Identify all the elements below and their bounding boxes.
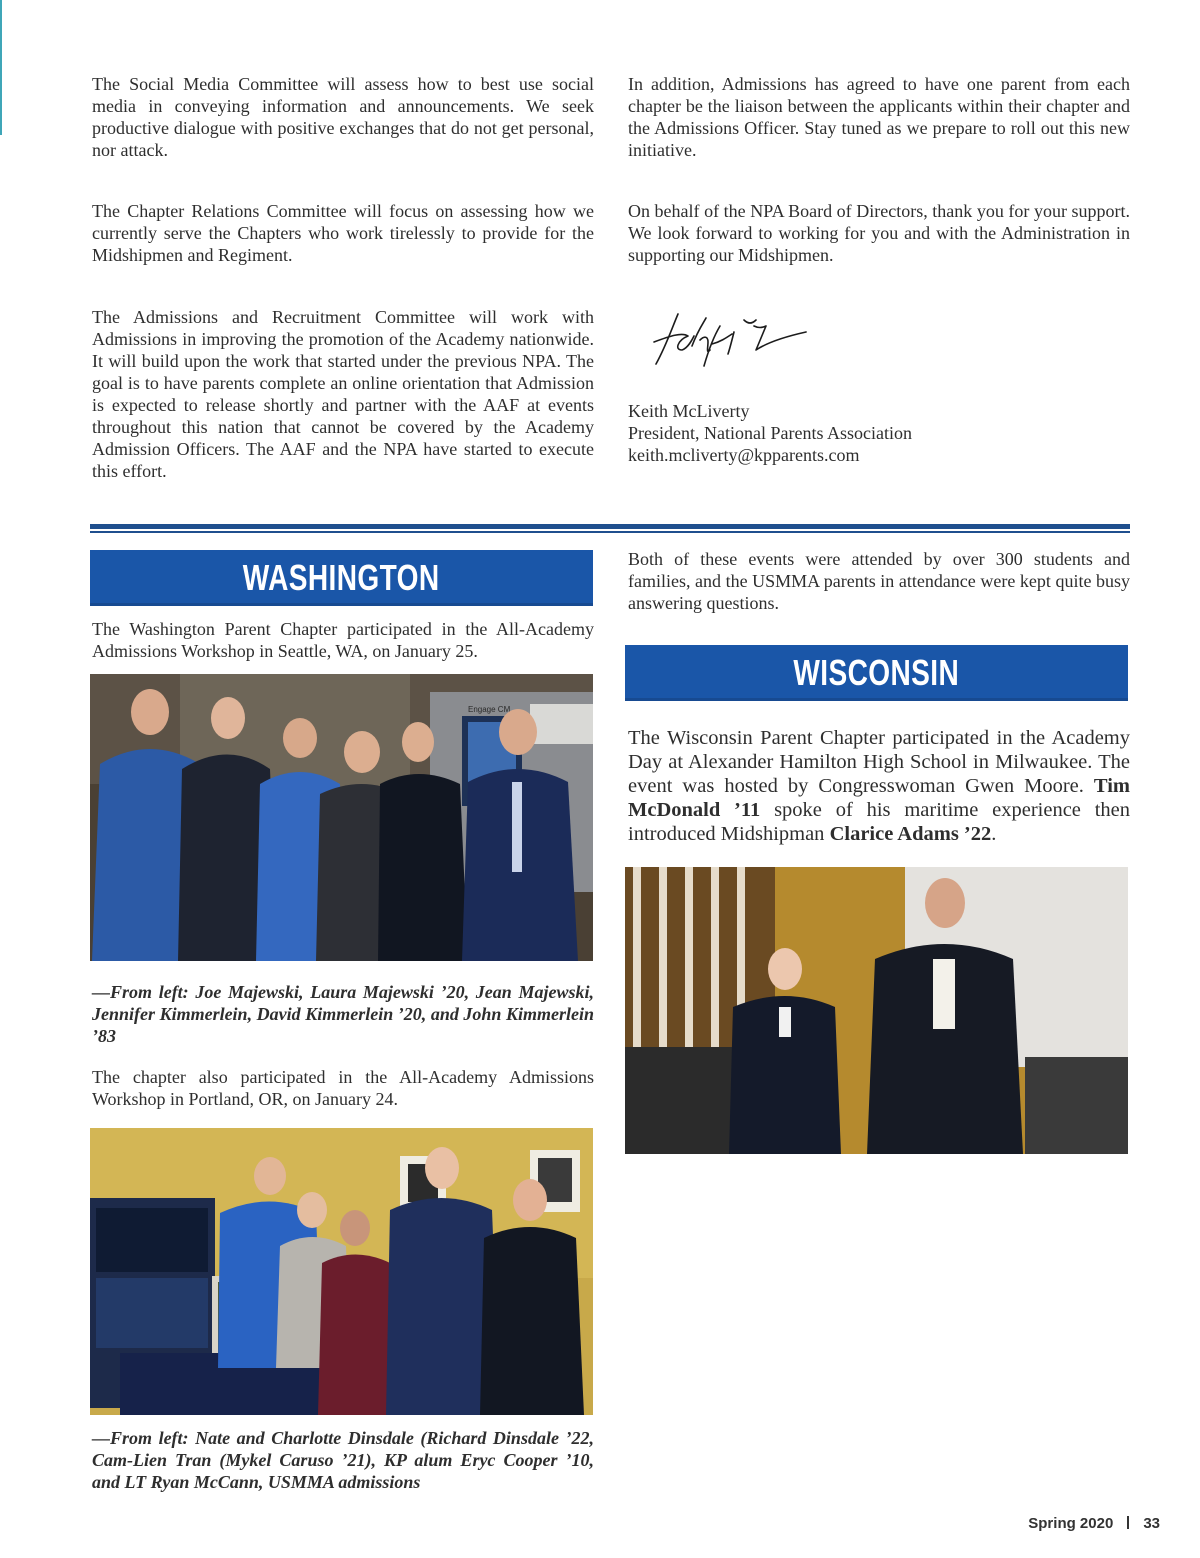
wisconsin-heading-banner (625, 645, 1128, 701)
wisconsin-text-end: . (991, 823, 997, 845)
page-footer (1028, 1515, 1160, 1532)
top-right-column (628, 73, 1130, 161)
top-left-column-3 (92, 306, 594, 482)
page-edge-accent (0, 0, 2, 135)
wisconsin-text-block (628, 726, 1130, 846)
issue-label: Spring 2020 (1028, 1515, 1114, 1532)
washington-intro-block (92, 618, 594, 662)
seattle-group-photo (90, 674, 593, 961)
chapter-relations-paragraph: The Chapter Relations Committee will focus on assessing how we currently serve the Chapters who work tirelessly to provide for the Midshipmen and Regiment. (92, 201, 594, 265)
page-number: 33 (1143, 1515, 1160, 1532)
top-left-column-2 (92, 200, 594, 266)
events-attendance-text: Both of these events were attended by over 300 students and families, and the USMMA parents in attendance were kept quite busy answering questions. (628, 549, 1130, 613)
portland-intro: The chapter also participated in the All-Academy Admissions Workshop in Portland, OR, on January 24. (92, 1067, 594, 1109)
wisconsin-heading: WISCONSIN (793, 652, 960, 693)
wisconsin-photo (625, 867, 1128, 1154)
portland-caption-block (92, 1427, 594, 1493)
social-media-paragraph: The Social Media Committee will assess how to best use social media in conveying information and announcements. We seek productive dialogue with positive exchanges that do not get personal, nor attack. (92, 74, 594, 160)
signature-block (628, 400, 912, 466)
liaison-paragraph: In addition, Admissions has agreed to have one parent from each chapter be the liaison between the applicants within their chapter and the Admissions Officer. Stay tuned as we prepare to roll out this new initiative. (628, 74, 1130, 160)
washington-heading: WASHINGTON (243, 557, 440, 598)
wisconsin-text-middle: spoke of his maritime experience then introduced Midshipman (628, 799, 1131, 845)
events-text-block (628, 548, 1130, 614)
washington-heading-banner (90, 550, 593, 606)
top-left-column (92, 73, 594, 161)
seattle-photo-caption: —From left: Joe Majewski, Laura Majewski ’20, Jean Majewski, Jennifer Kimmerlein, David Kimmerlein ’20, and John Kimmerlein ’83 (92, 982, 594, 1046)
signer-title: President, National Parents Association (628, 423, 912, 443)
wisconsin-name-tim: Tim McDonald ’11 (628, 775, 1130, 821)
wisconsin-paragraph (628, 726, 1130, 846)
top-right-column-2 (628, 200, 1130, 266)
wisconsin-text-start: The Wisconsin Parent Chapter participated in the Academy Day at Alexander Hamilton High School in Milwaukee. The event was hosted by Congresswoman Gwen Moore. (628, 727, 1130, 797)
section-divider-thin (90, 531, 1130, 533)
portland-photo-caption: —From left: Nate and Charlotte Dinsdale (Richard Dinsdale ’22, Cam-Lien Tran (Mykel Caruso ’21), KP alum Eryc Cooper ’10, and LT Ryan McCann, USMMA admissions (92, 1428, 594, 1492)
seattle-caption-block (92, 981, 594, 1047)
admissions-committee-paragraph: The Admissions and Recruitment Committee will work with Admissions in improving the promotion of the Academy nationwide. It will build upon the work that started under the previous NPA. The goal is to have parents complete an online orientation that Admission is expected to release shortly and partner with the AAF at events throughout this nation that cannot be covered by the Academy Admission Officers. The AAF and the NPA have started to execute this effort. (92, 307, 594, 481)
handwritten-signature (648, 306, 818, 376)
signer-email[interactable]: keith.mcliverty@kpparents.com (628, 445, 860, 465)
portland-group-photo (90, 1128, 593, 1415)
wisconsin-name-clarice: Clarice Adams ’22 (829, 823, 992, 845)
booth-sign-text: Engage CM (468, 705, 511, 714)
portland-intro-block (92, 1066, 594, 1110)
footer-separator (1127, 1516, 1129, 1529)
thank-you-paragraph: On behalf of the NPA Board of Directors, thank you for your support. We look forward to working for you and with the Administration in supporting our Midshipmen. (628, 201, 1130, 265)
section-divider-thick (90, 524, 1130, 529)
washington-intro: The Washington Parent Chapter participated in the All-Academy Admissions Workshop in Seattle, WA, on January 25. (92, 619, 594, 661)
signer-name: Keith McLiverty (628, 401, 750, 421)
